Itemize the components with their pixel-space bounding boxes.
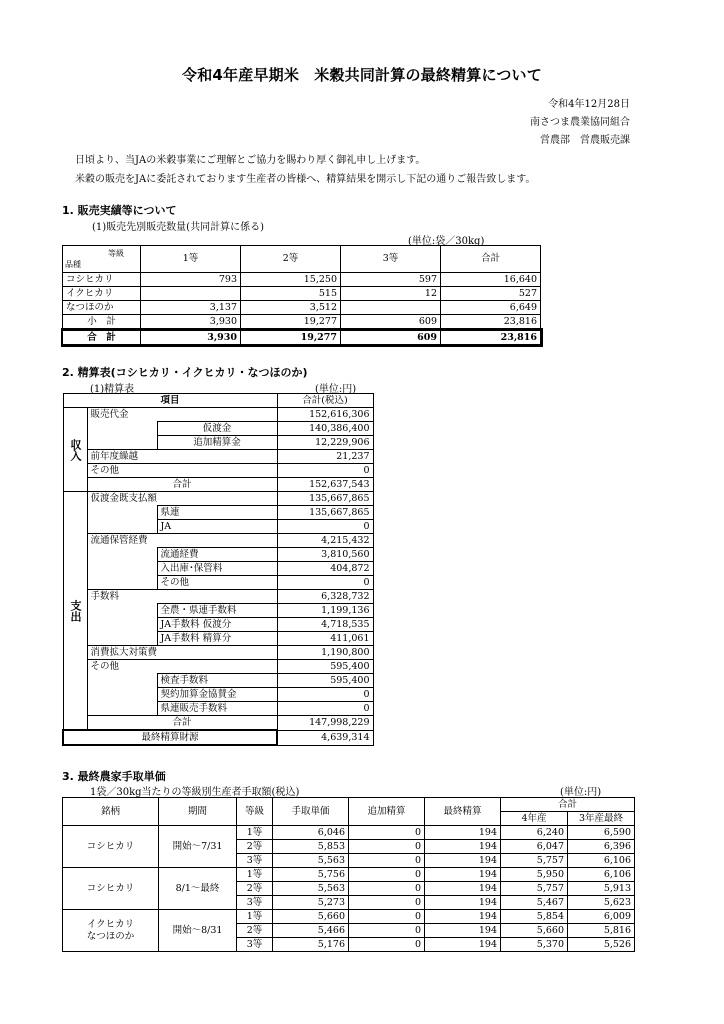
table-row [63,646,373,660]
indent-spacer [87,632,157,646]
item-name: 県連 [157,506,277,520]
item-name: 流通経費 [157,548,277,562]
indent-spacer [87,422,157,436]
table-row [63,408,373,422]
price-cell: 5,563 [273,854,349,868]
period-cell: 8/1～最終 [159,868,237,910]
item-name: 仮渡金既支払額 [87,492,277,506]
variety-name: イクヒカリ [63,287,141,301]
table-header-row [63,798,635,812]
price-cell: 0 [349,882,425,896]
quantity-cell: 6,649 [441,301,541,315]
period-header: 期間 [159,798,237,826]
quantity-cell: 23,816 [441,315,541,330]
indent-spacer [87,548,157,562]
unit-price-header: 手取単価 [273,798,349,826]
price-cell: 6,106 [568,868,635,882]
price-cell: 5,756 [273,868,349,882]
table-row [63,548,373,562]
item-value: 0 [277,702,373,716]
table-row [63,590,373,604]
brand-name: コシヒカリ [86,882,135,894]
item-name: 仮渡金 [157,422,277,436]
section-1-unit: (単位:袋／30kg) [408,236,485,247]
farmer-price-table [62,797,635,952]
price-cell: 6,046 [273,826,349,840]
period-cell: 開始～7/31 [159,826,237,868]
item-name: JA [157,520,277,534]
indent-spacer [87,674,157,688]
price-cell: 194 [425,868,501,882]
total-group-header: 合計 [501,798,635,812]
price-cell: 5,623 [568,896,635,910]
price-cell: 0 [349,826,425,840]
table-row [63,660,373,674]
indent-spacer [87,520,157,534]
total-value: 19,277 [241,330,341,345]
price-cell: 0 [349,938,425,952]
price-cell: 5,757 [501,882,568,896]
brand-cell [63,868,159,910]
indent-spacer [87,562,157,576]
variety-name: なつほのか [63,301,141,315]
grade-header: 等級 [237,798,273,826]
subtotal-label: 合計 [87,478,277,492]
subtotal-label: 合計 [87,716,277,731]
variety-name: コシヒカリ [63,273,141,287]
item-name: 検査手数料 [157,674,277,688]
table-row [63,436,373,450]
grade-cell: 2等 [237,882,273,896]
table-row [63,506,373,520]
price-cell: 5,660 [273,910,349,924]
brand-header: 銘柄 [63,798,159,826]
corner-label-grade: 等級 [108,249,124,258]
section-1-subheading: (1)販売先別販売数量(共同計算に係る) [92,222,264,233]
final-value: 4,639,314 [277,730,373,745]
price-cell: 0 [349,868,425,882]
grade-cell: 2等 [237,840,273,854]
section-2-subheading: (1)精算表 [90,384,135,395]
item-value: 0 [277,688,373,702]
table-row [63,618,373,632]
table-row [63,674,373,688]
section-2-heading: 2. 精算表(コシヒカリ・イクヒカリ・なつほのか) [62,366,308,379]
brand-name: イクヒカリ [86,918,135,930]
item-value: 404,872 [277,562,373,576]
price-cell: 5,660 [501,924,568,938]
year4-header: 4年産 [501,812,568,826]
price-cell: 194 [425,854,501,868]
grade-cell: 1等 [237,868,273,882]
price-cell: 5,466 [273,924,349,938]
grade-cell: 3等 [237,896,273,910]
item-name: 前年度繰越 [87,450,277,464]
page-title: 令和4年産早期米 米穀共同計算の最終精算について [182,66,542,84]
item-name: 県連販売手数料 [157,702,277,716]
table-row [63,562,373,576]
column-header: 合計 [441,246,541,273]
period-cell: 開始～8/31 [159,910,237,952]
section-3-subheading: 1袋／30kg当たりの等級別生産者手取額(税込) [90,787,300,798]
quantity-cell: 609 [341,315,441,330]
price-cell: 5,273 [273,896,349,910]
table-row [63,273,541,287]
indent-spacer [87,436,157,450]
item-name: 消費拡大対策費 [87,646,277,660]
total-label: 合 計 [63,330,141,345]
price-cell: 5,467 [501,896,568,910]
year3-header: 3年産最終 [568,812,635,826]
quantity-cell: 515 [241,287,341,301]
price-cell: 0 [349,840,425,854]
quantity-cell [141,287,241,301]
item-value: 0 [277,576,373,590]
table-header-row [63,246,541,273]
additional-header: 追加精算 [349,798,425,826]
final-row [63,730,373,745]
indent-spacer [87,604,157,618]
corner-label-variety: 品種 [65,260,81,269]
price-cell: 5,853 [273,840,349,854]
price-cell: 5,563 [273,882,349,896]
price-row [63,826,635,840]
item-value: 6,328,732 [277,590,373,604]
price-cell: 0 [349,896,425,910]
table-row [63,520,373,534]
item-name: 販売代金 [87,408,277,422]
price-cell: 194 [425,826,501,840]
grade-cell: 1等 [237,826,273,840]
price-row [63,910,635,924]
table-row [63,464,373,478]
brand-name: コシヒカリ [86,840,135,852]
total-header: 合計(税込) [277,394,373,408]
item-value: 411,061 [277,632,373,646]
table-row [63,450,373,464]
total-value: 23,816 [441,330,541,345]
item-value: 4,215,432 [277,534,373,548]
price-cell: 5,176 [273,938,349,952]
price-cell: 5,913 [568,882,635,896]
indent-spacer [87,702,157,716]
grade-cell: 3等 [237,854,273,868]
item-value: 152,616,306 [277,408,373,422]
indent-spacer [87,688,157,702]
total-row [63,330,541,345]
settlement-table [62,393,374,746]
variety-name: 小 計 [63,315,141,330]
quantity-cell: 3,137 [141,301,241,315]
section-2-unit: (単位:円) [315,384,357,395]
item-header: 項目 [63,394,277,408]
quantity-cell: 527 [441,287,541,301]
price-cell: 6,590 [568,826,635,840]
final-label: 最終精算財源 [63,730,277,745]
grade-cell: 1等 [237,910,273,924]
table-header-row [63,394,373,408]
price-cell: 194 [425,882,501,896]
issue-date: 令和4年12月28日 [548,99,630,110]
table-row [63,604,373,618]
item-value: 0 [277,464,373,478]
item-name: 手数料 [87,590,277,604]
price-cell: 5,526 [568,938,635,952]
quantity-cell: 597 [341,273,441,287]
item-value: 21,237 [277,450,373,464]
price-row [63,868,635,882]
price-cell: 6,047 [501,840,568,854]
item-value: 147,998,229 [277,716,373,731]
column-header: 3等 [341,246,441,273]
quantity-cell: 19,277 [241,315,341,330]
item-name: 流通保管経費 [87,534,277,548]
item-name: 契約加算金協賛金 [157,688,277,702]
item-value: 140,386,400 [277,422,373,436]
price-cell: 6,106 [568,854,635,868]
intro-line-2: 米穀の販売をJAに委託されております生産者の皆様へ、精算結果を開示し下記の通りご報告致します。 [75,174,536,185]
intro-line-1: 日頃より、当JAの米穀事業にご理解とご協力を賜わり厚く御礼申し上げます。 [75,155,426,166]
section-3-unit: (単位:円) [560,787,602,798]
sales-volume-table [62,245,541,345]
price-cell: 5,370 [501,938,568,952]
item-value: 1,190,800 [277,646,373,660]
item-value: 152,637,543 [277,478,373,492]
section-1-heading: 1. 販売実績等について [62,204,177,217]
item-value: 135,667,865 [277,506,373,520]
column-header: 1等 [141,246,241,273]
brand-cell [63,826,159,868]
item-value: 4,718,535 [277,618,373,632]
item-value: 12,229,906 [277,436,373,450]
price-cell: 194 [425,924,501,938]
item-value: 595,400 [277,674,373,688]
price-cell: 194 [425,938,501,952]
item-name: JA手数料 精算分 [157,632,277,646]
price-cell: 0 [349,924,425,938]
organization-name: 南さつま農業協同組合 [530,117,630,128]
table-row [63,534,373,548]
income-section-label: 収入 [63,408,87,492]
item-value: 0 [277,520,373,534]
price-cell: 5,950 [501,868,568,882]
quantity-cell: 3,930 [141,315,241,330]
item-name: その他 [157,576,277,590]
table-row [63,492,373,506]
brand-cell [63,910,159,952]
item-value: 3,810,560 [277,548,373,562]
item-value: 1,199,136 [277,604,373,618]
table-row [63,422,373,436]
quantity-cell [341,301,441,315]
quantity-cell: 15,250 [241,273,341,287]
table-row [63,287,541,301]
price-cell: 6,396 [568,840,635,854]
table-row [63,688,373,702]
price-cell: 0 [349,854,425,868]
price-cell: 5,757 [501,854,568,868]
item-name: 全農・県連手数料 [157,604,277,618]
price-cell: 194 [425,910,501,924]
final-header: 最終精算 [425,798,501,826]
quantity-cell: 3,512 [241,301,341,315]
price-cell: 194 [425,896,501,910]
table-row [63,702,373,716]
item-name: 入出庫･保管料 [157,562,277,576]
quantity-cell: 12 [341,287,441,301]
price-cell: 0 [349,910,425,924]
item-name: その他 [87,464,277,478]
grade-cell: 3等 [237,938,273,952]
brand-name-2: なつほのか [86,930,135,942]
price-cell: 6,009 [568,910,635,924]
item-name: その他 [87,660,277,674]
expense-section-label: 支出 [63,492,87,731]
indent-spacer [87,506,157,520]
corner-header-cell [63,246,141,273]
item-name: JA手数料 仮渡分 [157,618,277,632]
price-cell: 6,240 [501,826,568,840]
price-cell: 194 [425,840,501,854]
total-value: 609 [341,330,441,345]
quantity-cell: 16,640 [441,273,541,287]
subtotal-row [63,716,373,731]
table-row [63,301,541,315]
table-row [63,576,373,590]
total-value: 3,930 [141,330,241,345]
item-value: 595,400 [277,660,373,674]
price-cell: 5,854 [501,910,568,924]
subtotal-row [63,315,541,330]
indent-spacer [87,618,157,632]
grade-cell: 2等 [237,924,273,938]
item-name: 追加精算金 [157,436,277,450]
item-value: 135,667,865 [277,492,373,506]
price-cell: 5,816 [568,924,635,938]
column-header: 2等 [241,246,341,273]
table-row [63,632,373,646]
indent-spacer [87,576,157,590]
section-3-heading: 3. 最終農家手取単価 [62,770,166,783]
subtotal-row [63,478,373,492]
quantity-cell: 793 [141,273,241,287]
department-name: 営農部 営農販売課 [540,135,630,146]
